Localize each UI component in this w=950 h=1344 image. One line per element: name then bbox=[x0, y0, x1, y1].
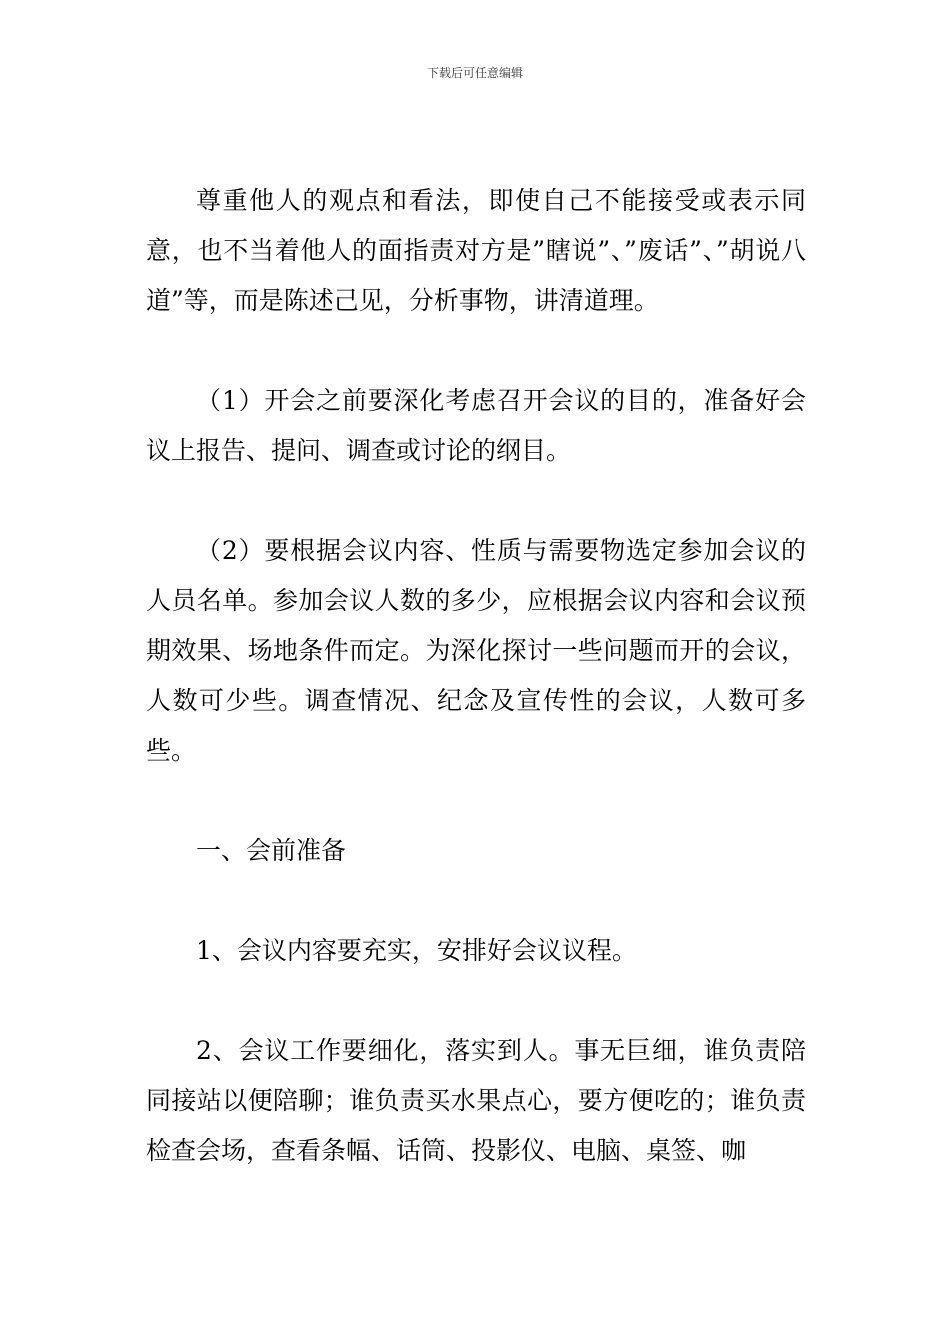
document-body bbox=[146, 176, 806, 1176]
section-heading-pre-meeting: 一、会前准备 bbox=[196, 836, 347, 865]
paragraph-attendee-list: （2）要根据会议内容、性质与需要物选定参加会议的人员名单。参加会议人数的多少，应根据会议内容和会议预期效果、场地条件而定。为深化探讨一些问题而开的会议，人数可少些。调查情况、纪念及宣传性的会议，人数可多些。 bbox=[146, 536, 806, 765]
paragraph-task-assignment: 2、会议工作要细化，落实到人。事无巨细，谁负责陪同接站以便陪聊；谁负责买水果点心，要方便吃的；谁负责检查会场，查看条幅、话筒、投影仪、电脑、桌签、咖 bbox=[146, 1036, 806, 1165]
page-header: 下载后可任意编辑 bbox=[426, 66, 523, 80]
paragraph-respect-opinions: 尊重他人的观点和看法，即使自己不能接受或表示同意，也不当着他人的面指责对方是”瞎说”、”废话”、”胡说八道”等，而是陈述己见，分析事物，讲清道理。 bbox=[146, 186, 806, 315]
paragraph-meeting-agenda: 1、会议内容要充实，安排好会议议程。 bbox=[196, 936, 637, 965]
paragraph-meeting-purpose: （1）开会之前要深化考虑召开会议的目的，准备好会议上报告、提问、调查或讨论的纲目。 bbox=[146, 386, 806, 465]
